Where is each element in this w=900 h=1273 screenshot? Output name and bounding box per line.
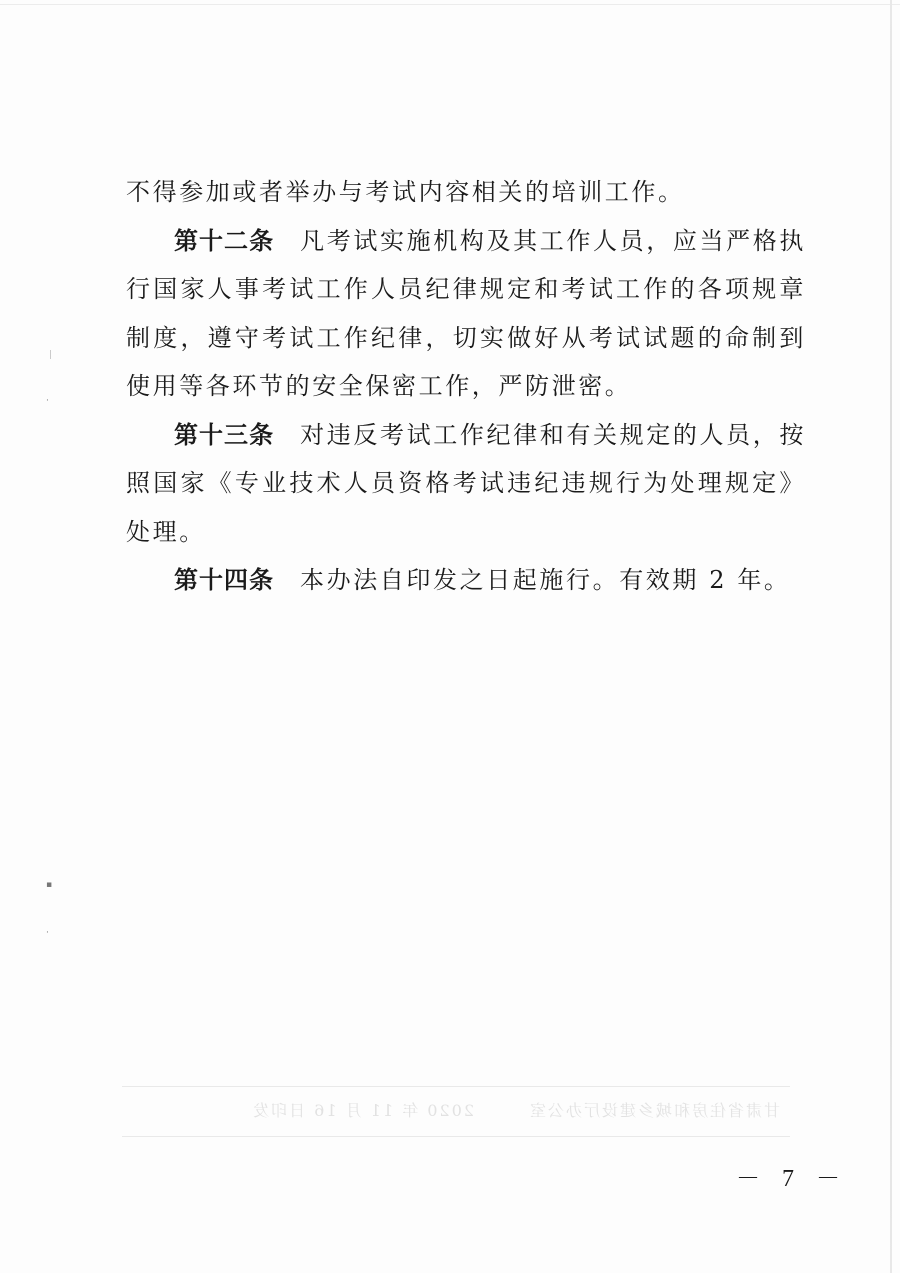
binding-mark: · <box>46 928 49 938</box>
article-heading: 第十三条 <box>174 420 275 449</box>
binding-mark: ▪ <box>46 880 53 890</box>
footer-rule-bottom <box>122 1136 790 1137</box>
article-14 <box>126 556 806 605</box>
article-heading: 第十四条 <box>174 566 274 594</box>
article-text: 凡考试实施机构及其工作人员，应当严格执行国家人事考试工作人员纪律规定和考试工作的各项规章制度，遵守考试工作纪律，切实做好从考试试题的命制到使用等各环节的安全保密工作，严防泄密。 <box>126 226 806 400</box>
article-12 <box>126 217 806 411</box>
footer-rule-top <box>122 1086 790 1087</box>
article-text: 对违反考试工作纪律和有关规定的人员，按照国家《专业技术人员资格考试违纪违规行为处理规定》处理。 <box>126 420 806 546</box>
page-number: － 7 － <box>736 1166 848 1192</box>
binding-mark: ｜ <box>46 351 56 361</box>
paragraph-continuation <box>126 168 806 217</box>
footer-bleed-through-text: 甘肃省住房和城乡建设厅办公室 2020 年 11 月 16 日印发 <box>251 1101 780 1120</box>
article-13 <box>126 411 806 557</box>
page-top-edge <box>0 4 900 5</box>
paragraph-text: 不得参加或者举办与考试内容相关的培训工作。 <box>126 178 685 206</box>
article-text: 本办法自印发之日起施行。有效期 2 年。 <box>300 566 791 594</box>
document-body <box>126 168 806 605</box>
article-heading: 第十二条 <box>174 226 275 255</box>
binding-mark: · <box>46 396 49 406</box>
page-right-edge <box>890 0 892 1273</box>
